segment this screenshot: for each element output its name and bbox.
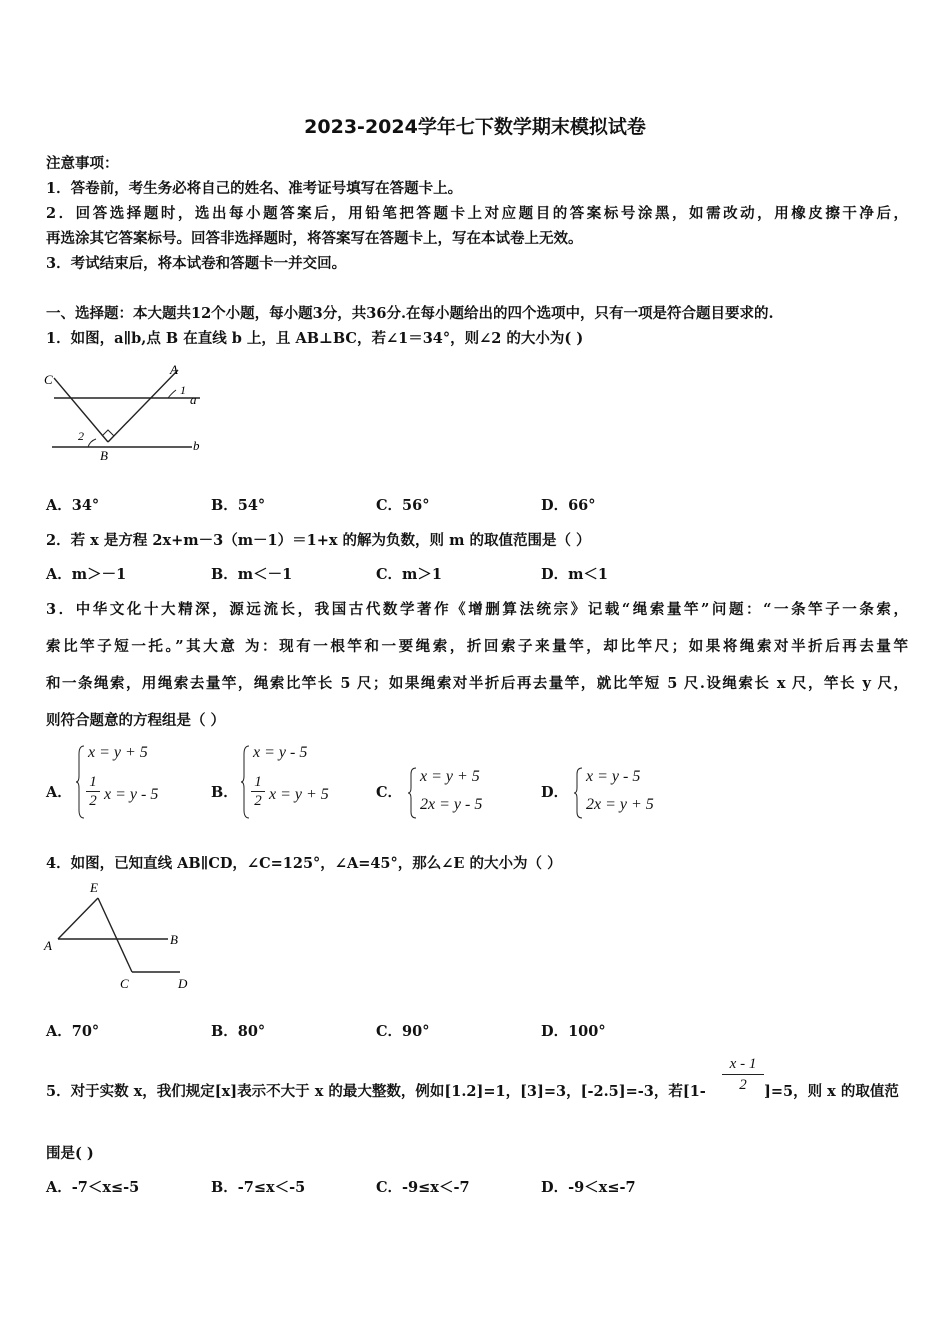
q3-line-1: 3．中华文化十大精深，源远流长，我国古代数学著作《增删算法统宗》记载“绳索量竿”问题：“一条竿子一条索， [46,601,908,618]
q1-option-d[interactable]: D．66° [541,497,596,514]
q5-option-b[interactable]: B．-7≤x＜-5 [211,1179,306,1196]
q4-label-e: E [90,880,98,895]
notice-item-1: 1．答卷前，考生务必将自己的姓名、准考证号填写在答题卡上。 [46,180,463,197]
q4-label-b: B [170,932,178,947]
q5-frac-num: x - 1 [722,1054,764,1075]
page-title: 2023-2024学年七下数学期末模拟试卷 [304,116,646,138]
q1-label-b-line: b [193,438,200,453]
q3-option-d-eq1: x = y - 5 [586,768,641,785]
q2-stem: 2．若 x 是方程 2x+m－3（m－1）＝1+x 的解为负数，则 m 的取值范围是（ ） [46,532,591,549]
q5-stem-before: 5．对于实数 x，我们规定[x]表示不大于 x 的最大整数，例如[1.2]=1，[3]=3，[-2.5]=-3，若[1- [46,1083,706,1100]
q3-option-b-eq1: x = y - 5 [253,744,308,761]
q5-option-a[interactable]: A．-7＜x≤-5 [46,1179,140,1196]
q3-option-b-label[interactable]: B． [211,784,238,801]
notice-item-2: 2．回答选择题时，选出每小题答案后，用铅笔把答题卡上对应题目的答案标号涂黑，如需改动，用橡皮擦干净后， [46,205,908,222]
q3-line-4: 则符合题意的方程组是（ ） [46,712,226,729]
q1-stem: 1．如图，a∥b,点 B 在直线 b 上，且 AB⊥BC，若∠1＝34°，则∠2 的大小为( ) [46,330,584,347]
notice-item-2-cont: 再选涂其它答案标号。回答非选择题时，将答案写在答题卡上，写在本试卷上无效。 [46,230,583,247]
q4-figure [40,878,200,994]
q3-option-d-eq2: 2x = y + 5 [586,796,654,813]
q3-option-c-label[interactable]: C． [376,784,403,801]
q5-option-d[interactable]: D．-9＜x≤-7 [541,1179,636,1196]
q1-label-b-point: B [100,448,108,462]
q1-figure [40,362,210,462]
notice-heading: 注意事项： [46,155,119,172]
q3-option-a-frac [86,773,100,810]
q3-option-d-label[interactable]: D． [541,784,569,801]
q1-label-1: 1 [180,383,186,397]
q4-label-d: D [178,976,188,991]
section-heading: 一、选择题：本大题共12个小题，每小题3分，共36分.在每小题给出的四个选项中，只有一项是符合题目要求的. [46,305,774,322]
q3-option-a-eq1: x = y + 5 [88,744,148,761]
q2-option-d[interactable]: D．m＜1 [541,566,609,583]
q5-stem-after: ]=5，则 x 的取值范 [764,1083,899,1100]
q3-option-b-frac [251,773,265,810]
q3-option-b-frac-num: 1 [251,773,265,792]
q5-stem-line2: 围是( ) [46,1145,94,1162]
q3-line-3: 和一条绳索，用绳索去量竿，绳索比竿长 5 尺；如果绳索对半折后再去量竿，就比竿短 5 尺.设绳索长 x 尺，竿长 y 尺， [46,675,908,692]
notice-item-3: 3．考试结束后，将本试卷和答题卡一并交回。 [46,255,347,272]
q3-option-c-eq1: x = y + 5 [420,768,480,785]
q4-label-c: C [120,976,129,991]
q3-option-d-brace [574,766,584,820]
q5-fraction [722,1054,764,1095]
q3-option-b-frac-den: 2 [254,793,262,809]
q1-label-2: 2 [78,429,84,443]
q4-option-a[interactable]: A．70° [46,1023,100,1040]
q3-line-2: 索比竿子短一托。”其大意 为：现有一根竿和一要绳索，折回索子来量竿，却比竿尺；如果将绳索对半折后再去量竿 [46,638,908,655]
q4-label-a: A [44,938,52,953]
q3-option-b-eq2: x = y + 5 [269,786,329,803]
q2-option-c[interactable]: C．m＞1 [376,566,442,583]
q3-option-c-eq2: 2x = y - 5 [420,796,483,813]
q3-option-a-brace [76,744,86,820]
q1-option-a[interactable]: A．34° [46,497,100,514]
q1-option-c[interactable]: C．56° [376,497,430,514]
q1-label-a: A [170,362,178,377]
q4-stem: 4．如图，已知直线 AB∥CD，∠C=125°，∠A=45°，那么∠E 的大小为（ ） [46,855,562,872]
q3-option-a-label[interactable]: A． [46,784,72,801]
q2-option-a[interactable]: A．m＞－1 [46,566,127,583]
q4-option-b[interactable]: B．80° [211,1023,266,1040]
q3-option-a-frac-den: 2 [89,793,97,809]
q4-option-c[interactable]: C．90° [376,1023,430,1040]
q4-option-d[interactable]: D．100° [541,1023,606,1040]
q3-option-a-frac-num: 1 [86,773,100,792]
q1-option-b[interactable]: B．54° [211,497,266,514]
q1-label-a-line: a [190,392,197,407]
q3-option-c-brace [408,766,418,820]
q2-option-b[interactable]: B．m＜－1 [211,566,293,583]
q1-label-c: C [44,372,53,387]
q5-option-c[interactable]: C．-9≤x＜-7 [376,1179,470,1196]
q3-option-b-brace [241,744,251,820]
q5-frac-den: 2 [739,1077,747,1093]
q3-option-a-eq2: x = y - 5 [104,786,159,803]
